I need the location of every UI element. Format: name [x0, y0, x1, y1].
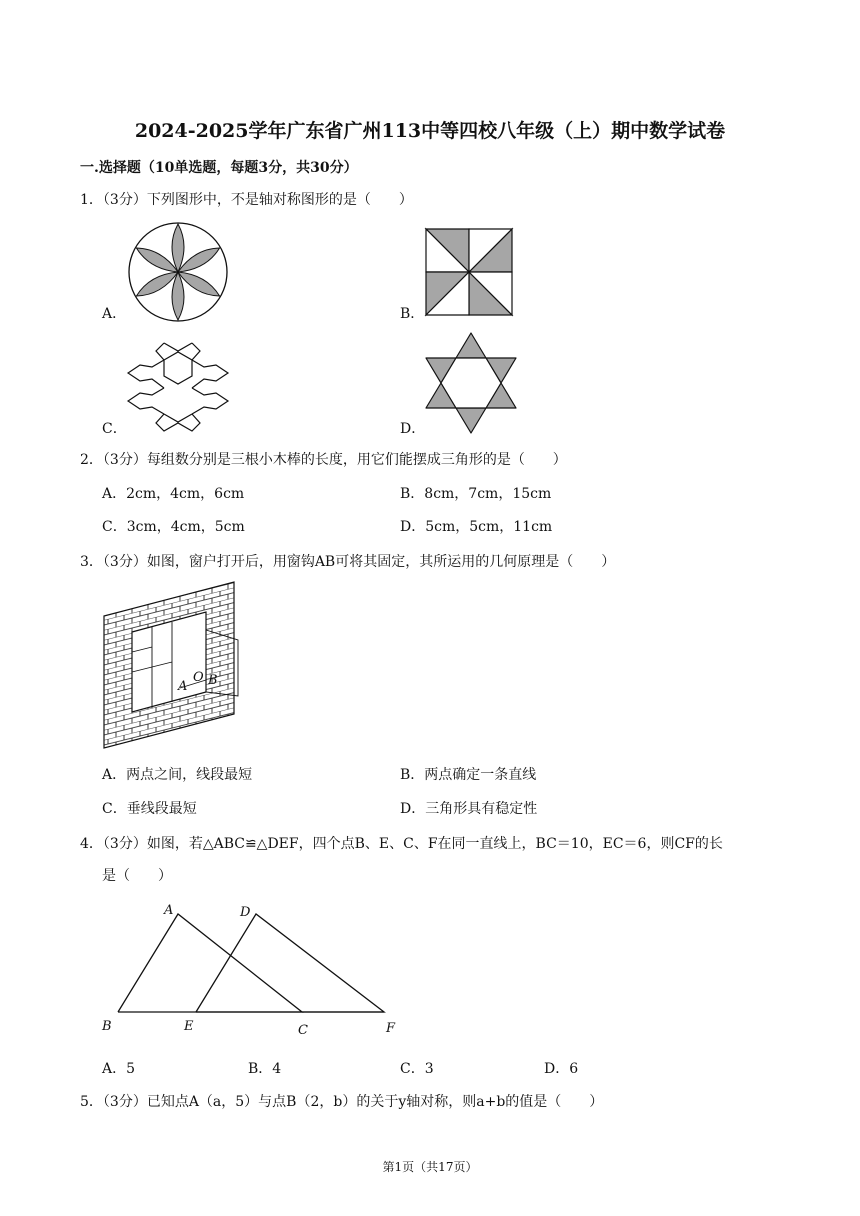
section-heading: 一.选择题（10单选题，每题3分，共30分）: [80, 160, 358, 176]
question-4-stem-cont: 是（ ）: [102, 868, 172, 884]
q4-option-d: D．6: [544, 1061, 579, 1077]
question-5-stem: 5．（3分）已知点A（a，5）与点B（2，b）的关于y轴对称，则a+b的值是（ ）: [80, 1094, 604, 1110]
q4-label-d: D: [240, 905, 251, 920]
q4-option-b: B．4: [248, 1061, 282, 1077]
q3-option-d: D．三角形具有稳定性: [400, 801, 538, 817]
q1-figure-d: [426, 333, 516, 433]
q4-label-f: F: [386, 1021, 396, 1036]
q3-window-figure: [104, 580, 244, 752]
q3-label-o: O: [193, 670, 204, 685]
q3-option-b: B．两点确定一条直线: [400, 767, 537, 783]
q4-triangles-figure: [100, 900, 410, 1040]
q4-label-a: A: [164, 903, 174, 918]
q1-option-d: D．: [400, 421, 426, 437]
q4-option-a: A．5: [102, 1061, 136, 1077]
q2-option-c: C．3cm，4cm，5cm: [102, 519, 245, 535]
q1-figure-c: [126, 343, 230, 433]
q1-option-a: A．: [102, 306, 127, 322]
q3-label-b: B: [208, 673, 218, 688]
q3-option-a: A．两点之间，线段最短: [102, 767, 253, 783]
question-4-stem: 4．（3分）如图，若△ABC≌△DEF，四个点B、E、C、F在同一直线上，BC＝10，EC＝6，则CF的长: [80, 836, 723, 852]
q3-label-a: A: [178, 679, 188, 694]
q4-label-e: E: [184, 1019, 194, 1034]
q2-option-b: B．8cm，7cm，15cm: [400, 486, 552, 502]
paper-title: 2024-2025学年广东省广州113中等四校八年级（上）期中数学试卷: [134, 120, 726, 142]
question-3-stem: 3．（3分）如图，窗户打开后，用窗钩AB可将其固定，其所运用的几何原理是（ ）: [80, 554, 616, 570]
question-2-stem: 2．（3分）每组数分别是三根小木棒的长度，用它们能摆成三角形的是（ ）: [80, 452, 567, 468]
q1-option-b: B．: [400, 306, 425, 322]
page-footer: 第1页（共17页）: [382, 1160, 478, 1174]
q2-option-d: D．5cm，5cm，11cm: [400, 519, 553, 535]
question-1-stem: 1．（3分）下列图形中，不是轴对称图形的是（ ）: [80, 192, 413, 208]
q4-option-c: C．3: [400, 1061, 434, 1077]
q1-figure-a: [126, 220, 230, 324]
q3-option-c: C．垂线段最短: [102, 801, 197, 817]
q4-label-c: C: [298, 1023, 308, 1038]
q1-figure-b: [426, 229, 512, 315]
q4-label-b: B: [102, 1019, 112, 1034]
q1-option-c: C．: [102, 421, 127, 437]
q2-option-a: A．2cm，4cm，6cm: [102, 486, 245, 502]
